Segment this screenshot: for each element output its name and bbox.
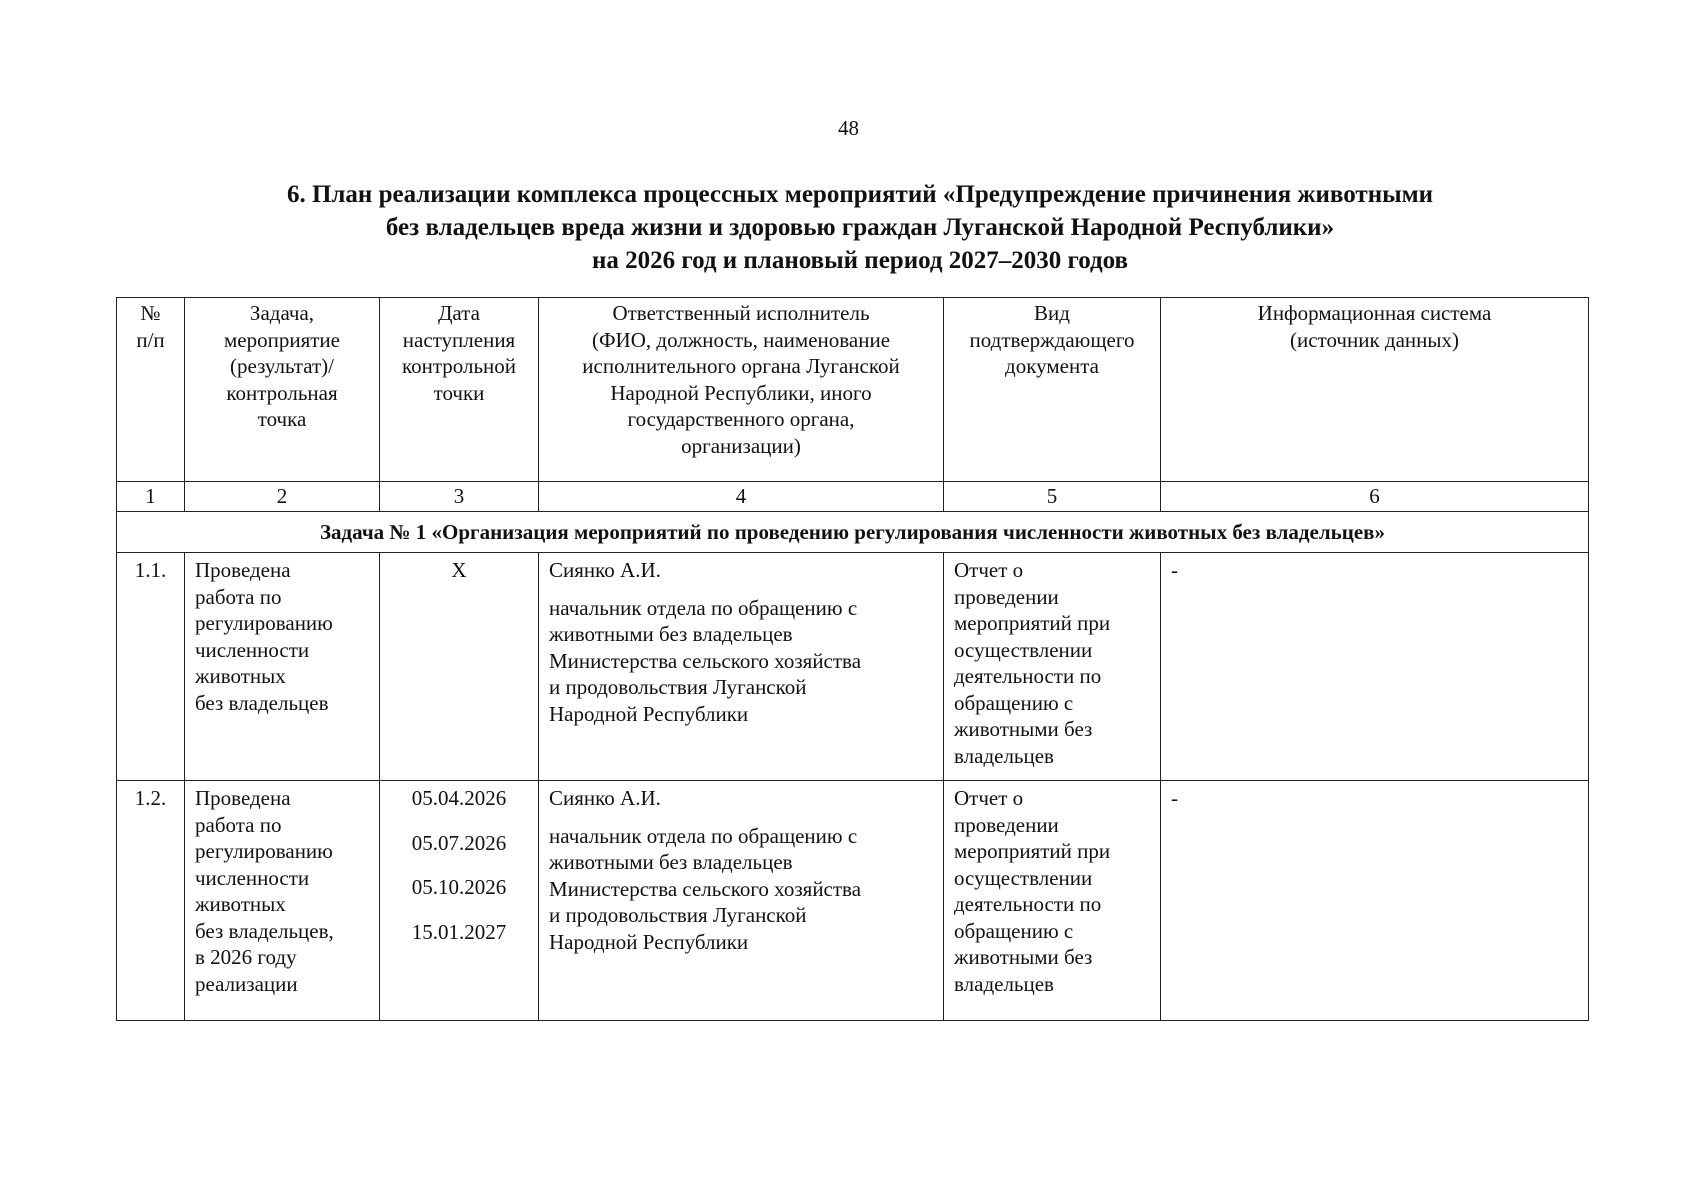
- text-line: животными без: [954, 717, 1093, 741]
- header-cell: [944, 298, 1161, 482]
- text-line: в 2026 году: [195, 945, 297, 969]
- text-line: животных: [195, 892, 286, 916]
- text-line: деятельности по: [954, 892, 1102, 916]
- text-line: деятельности по: [954, 664, 1102, 688]
- document-title: [150, 178, 1570, 277]
- header-cell: [1161, 298, 1589, 482]
- text-line: (источник данных): [1290, 327, 1459, 352]
- title-line-1: 6. План реализации комплекса процессных мероприятий «Предупреждение причинения животными: [286, 181, 1434, 208]
- text-line: обращению с: [954, 918, 1074, 943]
- text-line: животными без: [954, 945, 1093, 969]
- executor-position: [549, 595, 933, 728]
- date-cell: [380, 553, 539, 781]
- executor-cell: [539, 553, 944, 781]
- column-number: 5: [944, 482, 1161, 512]
- document-cell: [944, 781, 1161, 1021]
- date-cell: [380, 781, 539, 1021]
- task-cell: [185, 553, 380, 781]
- text-line: проведении: [954, 584, 1059, 609]
- text-line: наступления: [402, 327, 516, 352]
- executor-position: [549, 823, 933, 956]
- text-line: регулированию: [195, 611, 333, 635]
- column-number-row: [117, 482, 1589, 512]
- text-line: и продовольствия Луганской: [549, 903, 807, 927]
- text-line: государственного органа,: [627, 407, 855, 431]
- text-line: Народной Республики: [549, 929, 749, 954]
- text-line: реализации: [195, 971, 298, 996]
- task-heading: Задача № 1 «Организация мероприятий по проведению регулирования численности животных без владельцев»: [117, 512, 1589, 553]
- text-line: Министерства сельского хозяйства: [549, 648, 862, 673]
- text-line: контрольной: [401, 354, 517, 378]
- executor-name: Сиянко А.И.: [549, 558, 661, 582]
- info-system-cell: -: [1161, 553, 1589, 781]
- text-line: точки: [433, 380, 485, 405]
- text-line: численности: [195, 637, 310, 662]
- text-line: начальник отдела по обращению с: [549, 823, 858, 848]
- text-line: Народной Республики: [549, 701, 749, 726]
- text-line: работа по: [195, 812, 282, 837]
- column-number: 4: [539, 482, 944, 512]
- text-line: Министерства сельского хозяйства: [549, 876, 862, 901]
- text-line: мероприятий при: [954, 839, 1111, 863]
- table-header-row: [117, 298, 1589, 482]
- executor-name: Сиянко А.И.: [549, 786, 661, 810]
- page-number: 48: [838, 116, 859, 140]
- header-cell: [539, 298, 944, 482]
- text-line: мероприятие: [224, 327, 340, 352]
- text-line: владельцев: [954, 971, 1054, 996]
- control-date: 05.04.2026: [411, 786, 507, 810]
- table-row: [117, 781, 1589, 1021]
- text-line: численности: [195, 865, 310, 890]
- text-line: документа: [1005, 354, 1099, 378]
- text-line: мероприятий при: [954, 611, 1111, 635]
- table-row: [117, 553, 1589, 781]
- header-cell: [380, 298, 539, 482]
- task-cell: [185, 781, 380, 1021]
- text-line: №: [140, 301, 161, 325]
- text-line: Проведена: [195, 786, 291, 810]
- text-line: точка: [257, 407, 307, 431]
- text-line: работа по: [195, 584, 282, 609]
- row-number: 1.1.: [117, 553, 185, 781]
- text-line: без владельцев: [195, 690, 329, 715]
- column-number: 3: [380, 482, 539, 512]
- control-date: X: [451, 558, 467, 582]
- implementation-plan-table: [116, 297, 1589, 1021]
- text-line: Проведена: [195, 558, 291, 582]
- text-line: проведении: [954, 812, 1059, 837]
- text-line: осуществлении: [954, 865, 1093, 890]
- control-date: 05.07.2026: [411, 830, 507, 855]
- text-line: животными без владельцев: [549, 622, 793, 646]
- text-line: Ответственный исполнитель: [612, 301, 870, 325]
- text-line: организации): [681, 433, 801, 458]
- text-line: Отчет о: [954, 558, 1024, 582]
- text-line: Дата: [438, 301, 480, 325]
- text-line: (ФИО, должность, наименование: [591, 327, 891, 352]
- text-line: осуществлении: [954, 637, 1093, 662]
- text-line: Задача,: [249, 301, 315, 325]
- column-number: 6: [1161, 482, 1589, 512]
- executor-cell: [539, 781, 944, 1021]
- text-line: без владельцев,: [195, 918, 334, 943]
- task-heading-row: [117, 512, 1589, 553]
- header-cell: [117, 298, 185, 482]
- document-cell: [944, 553, 1161, 781]
- text-line: регулированию: [195, 839, 333, 863]
- row-number: 1.2.: [117, 781, 185, 1021]
- text-line: Народной Республики, иного: [610, 380, 872, 405]
- text-line: подтверждающего: [969, 327, 1135, 352]
- text-line: п/п: [136, 327, 165, 352]
- text-line: начальник отдела по обращению с: [549, 595, 858, 620]
- text-line: Вид: [1034, 301, 1070, 325]
- text-line: животными без владельцев: [549, 850, 793, 874]
- title-line-3: на 2026 год и плановый период 2027–2030 годов: [591, 247, 1129, 274]
- column-number: 1: [117, 482, 185, 512]
- column-number: 2: [185, 482, 380, 512]
- control-date: 05.10.2026: [411, 875, 507, 899]
- text-line: исполнительного органа Луганской: [582, 354, 900, 378]
- info-system-cell: -: [1161, 781, 1589, 1021]
- header-cell: [185, 298, 380, 482]
- text-line: контрольная: [226, 380, 338, 405]
- title-line-2: без владельцев вреда жизни и здоровью граждан Луганской Народной Республики»: [385, 214, 1335, 241]
- text-line: Информационная система: [1257, 301, 1492, 325]
- text-line: обращению с: [954, 690, 1074, 715]
- text-line: Отчет о: [954, 786, 1024, 810]
- text-line: и продовольствия Луганской: [549, 675, 807, 699]
- text-line: владельцев: [954, 743, 1054, 768]
- text-line: животных: [195, 664, 286, 688]
- control-date: 15.01.2027: [411, 919, 507, 944]
- text-line: (результат)/: [230, 354, 334, 378]
